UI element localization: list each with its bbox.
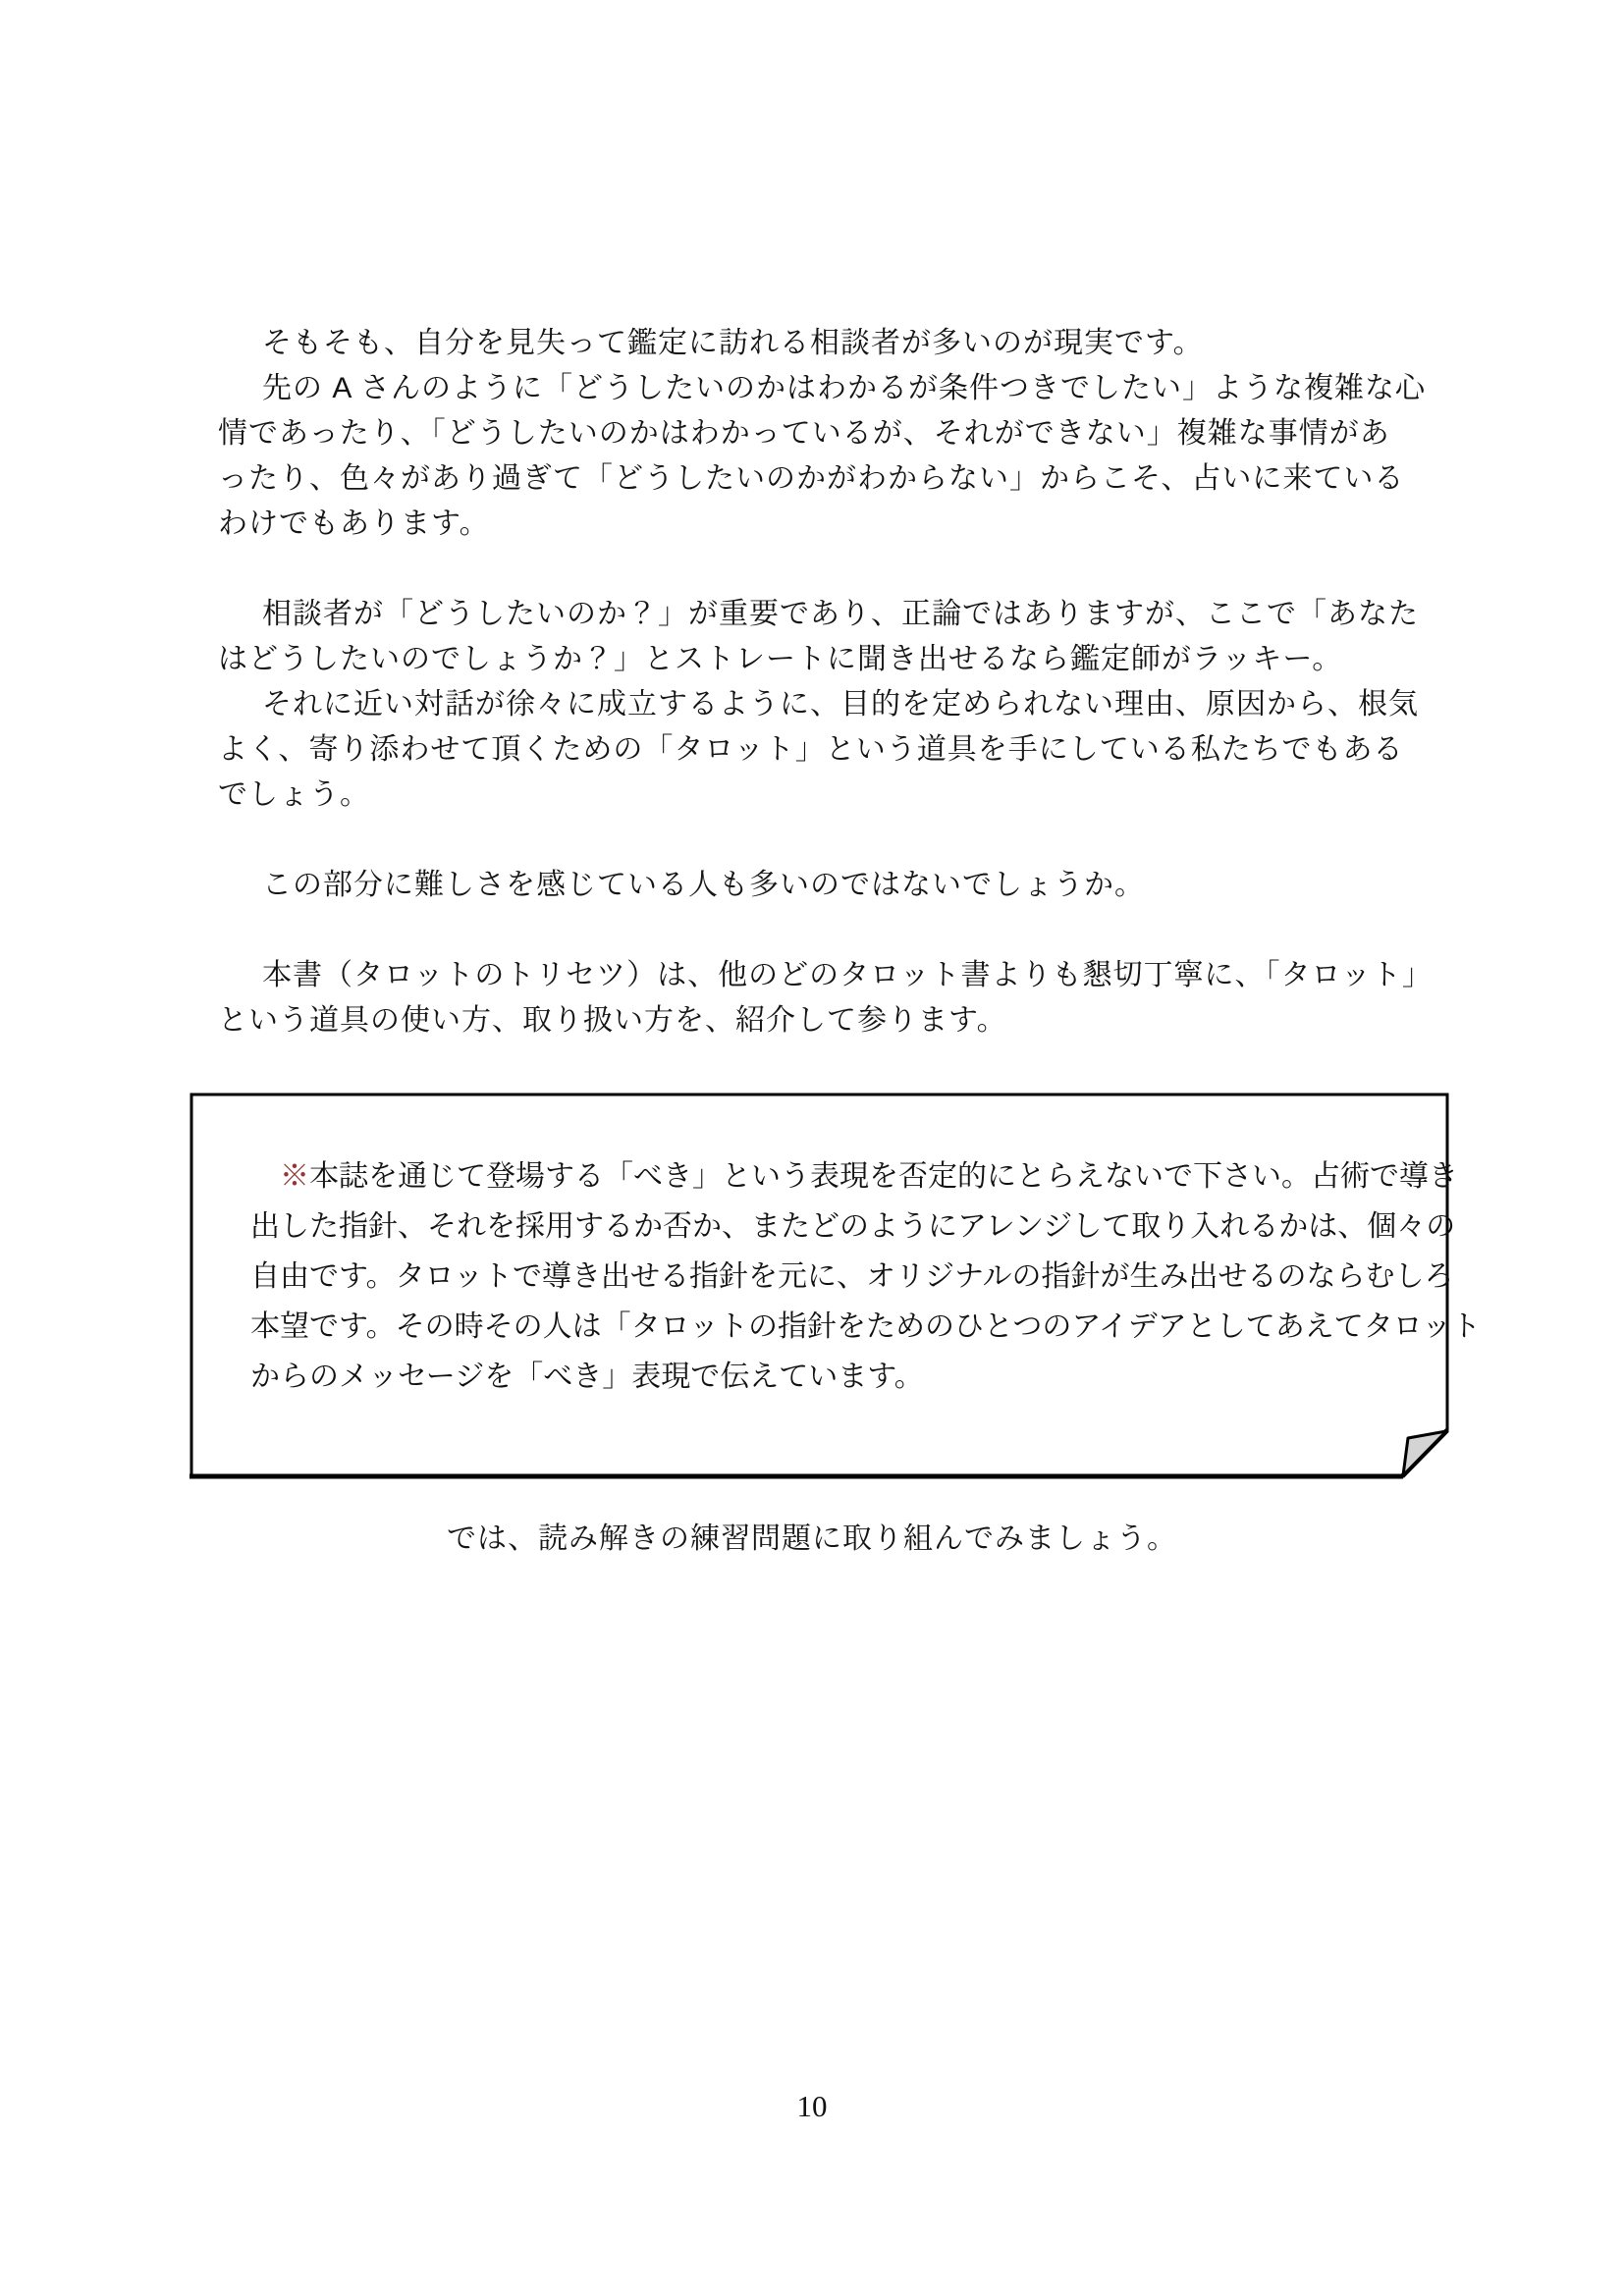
note-line: 出した指針、それを採用するか否か、またどのようにアレンジして取り入れるかは、個々の: [250, 1210, 1456, 1243]
note-marker: ※: [280, 1160, 309, 1193]
text-line: ったり、色々があり過ぎて「どうしたいのかがわからない」からこそ、占いに来ている: [218, 462, 1405, 495]
text-line: そもそも、自分を見失って鑑定に訪れる相談者が多いのが現実です。: [262, 327, 1204, 359]
text-line: という道具の使い方、取り扱い方を、紹介して参ります。: [218, 1004, 1007, 1037]
paragraph-3: [218, 863, 1418, 908]
text-line: 相談者が「どうしたいのか？」が重要であり、正論ではありますが、ここで「あなた: [262, 598, 1419, 630]
note-line: 自由です。タロットで導き出せる指針を元に、オリジナルの指針が生み出せるのならむしろ: [250, 1260, 1454, 1293]
text-line: わけでもあります。: [218, 507, 490, 540]
paragraph-1: [218, 321, 1427, 547]
text-line: 本書（タロットのトリセツ）は、他のどのタロット書よりも懇切丁寧に、「タロット」: [262, 959, 1433, 991]
note-line: からのメッセージを「べき」表現で伝えています。: [250, 1361, 924, 1393]
text-line: それに近い対話が徐々に成立するように、目的を定められない理由、原因から、根気: [262, 688, 1419, 721]
note-line: [250, 1151, 1458, 1201]
note-line: 本望です。その時その人は「タロットの指針をためのひとつのアイデアとしてあえてタロット: [250, 1310, 1482, 1343]
text-line: 先の A さんのように「どうしたいのかはわかるが条件つきでしたい」ような複雑な心: [262, 372, 1427, 404]
paragraph-2: [218, 592, 1418, 818]
closing-line: では、読み解きの練習問題に取り組んでみましょう。: [447, 1522, 1177, 1555]
page-fold-icon: [1403, 1431, 1446, 1475]
paragraph-4: [218, 953, 1433, 1043]
body-text-column: [218, 321, 1433, 1043]
text-line: はどうしたいのでしょうか？」とストレートに聞き出せるなら鑑定師がラッキー。: [218, 643, 1343, 675]
note-line-text: 本誌を通じて登場する「べき」という表現を否定的にとらえないで下さい。占術で導き: [309, 1160, 1458, 1193]
text-line: よく、寄り添わせて頂くための「タロット」という道具を手にしている私たちでもある: [218, 733, 1404, 766]
note-text: [250, 1151, 1482, 1402]
text-line: この部分に難しさを感じている人も多いのではないでしょうか。: [262, 869, 1145, 901]
text-line: 情であったり、「どうしたいのかはわかっているが、それができない」複雑な事情があ: [218, 417, 1390, 450]
text-line: でしょう。: [218, 778, 370, 811]
page-number: 10: [796, 2089, 828, 2123]
note-box: [189, 1093, 1482, 1479]
